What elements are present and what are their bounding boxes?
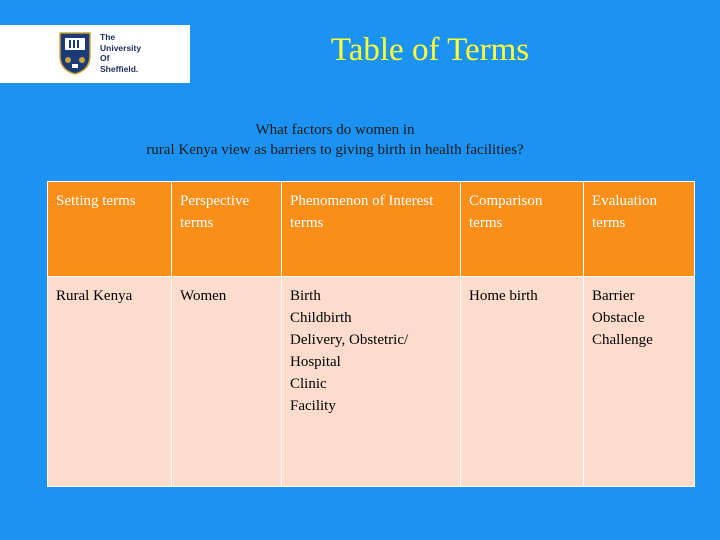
logo-line: Of — [100, 53, 110, 63]
table-row — [48, 277, 695, 487]
logo-line: Sheffield. — [100, 63, 139, 74]
header-setting: Setting terms — [48, 182, 172, 277]
cell-line: Challenge — [592, 332, 653, 348]
cell-line: Birth — [290, 288, 321, 304]
table-header-row — [48, 182, 695, 277]
cell-line: Delivery, Obstetric/ — [290, 332, 409, 348]
question-line-1: What factors do women in — [255, 122, 415, 138]
cell-phenomenon — [282, 277, 461, 487]
logo-line: University — [100, 42, 142, 53]
cell-line: Hospital — [290, 354, 341, 370]
cell-comparison — [461, 277, 584, 487]
cell-setting — [48, 277, 172, 487]
slide-title: Table of Terms — [330, 32, 530, 68]
cell-line: Childbirth — [290, 310, 352, 326]
logo-wordmark — [100, 32, 141, 74]
cell-evaluation — [584, 277, 695, 487]
logo-line: The — [100, 32, 116, 42]
header-evaluation: Evaluation terms — [584, 182, 695, 277]
cell-line: Home birth — [469, 288, 538, 304]
cell-perspective — [172, 277, 282, 487]
header-phenomenon: Phenomenon of Interest terms — [282, 182, 461, 277]
cell-line: Obstacle — [592, 310, 645, 326]
cell-line: Barrier — [592, 288, 635, 304]
header-perspective: Perspective terms — [172, 182, 282, 277]
header-comparison: Comparison terms — [461, 182, 584, 277]
research-question — [90, 120, 580, 160]
cell-line: Facility — [290, 398, 336, 414]
question-line-2: rural Kenya view as barriers to giving birth in health facilities? — [146, 142, 524, 158]
cell-line: Clinic — [290, 376, 327, 392]
university-logo — [0, 25, 190, 83]
terms-table — [47, 181, 695, 487]
university-crest-icon — [57, 30, 93, 76]
cell-line: Rural Kenya — [56, 288, 133, 304]
cell-line: Women — [180, 288, 227, 304]
